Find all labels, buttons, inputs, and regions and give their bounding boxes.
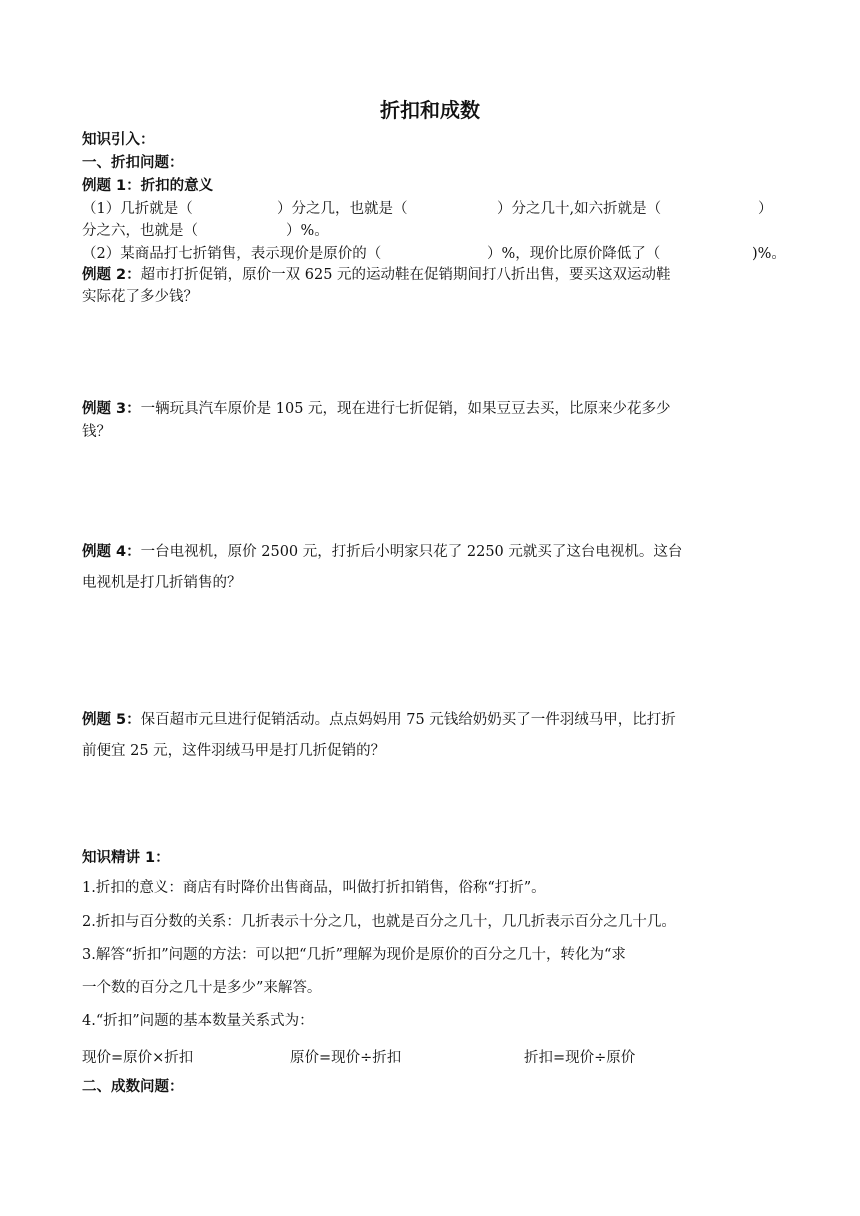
knowledge1-item-2: 2.折扣与百分数的关系：几折表示十分之几，也就是百分之几十，几几折表示百分之几十几。 <box>82 914 676 930</box>
q2-part-c: )%。 <box>752 246 786 262</box>
knowledge1-item-4: 4.“折扣”问题的基本数量关系式为： <box>82 1013 314 1029</box>
example3-line1 <box>82 398 671 420</box>
page-title: 折扣和成数 <box>380 98 480 122</box>
formula-discount: 折扣=现价÷原价 <box>524 1050 636 1066</box>
section2-heading: 二、成数问题： <box>82 1079 184 1095</box>
formula-row <box>82 1046 782 1068</box>
intro-heading: 知识引入： <box>82 132 155 148</box>
q1-part-b: ）分之几，也就是（ <box>277 201 408 217</box>
example3-text2: 钱？ <box>82 424 111 440</box>
q2-part-b: ）%，现价比原价降低了（ <box>487 246 661 262</box>
q1-part-c: ）分之几十,如六折就是（ <box>497 201 662 217</box>
q1-part-d: ） <box>758 201 773 217</box>
knowledge1-item-3-cont: 一个数的百分之几十是多少”来解答。 <box>82 980 322 996</box>
q1-part-f: ）%。 <box>286 223 329 239</box>
example2-text2: 实际花了多少钱？ <box>82 289 198 305</box>
example1-question1-line2 <box>82 219 782 241</box>
q1-part-a: （1）几折就是（ <box>82 201 193 217</box>
section1-heading: 一、折扣问题： <box>82 155 184 171</box>
example5-text1: 保百超市元旦进行促销活动。点点妈妈用 75 元钱给奶奶买了一件羽绒马甲，比打折 <box>140 712 676 728</box>
example4-label: 例题 4： <box>82 544 141 560</box>
example2-label: 例题 2： <box>82 267 141 283</box>
knowledge1-heading: 知识精讲 1： <box>82 850 170 866</box>
example3-text1: 一辆玩具汽车原价是 105 元，现在进行七折促销，如果豆豆去买，比原来少花多少 <box>140 401 671 417</box>
formula-original-price: 原价=现价÷折扣 <box>290 1050 402 1066</box>
example1-question2 <box>82 242 786 264</box>
example1-label: 例题 1：折扣的意义 <box>82 178 214 194</box>
example4-text2: 电视机是打几折销售的？ <box>82 575 242 591</box>
q1-part-e: 分之六，也就是（ <box>82 223 198 239</box>
formula-current-price: 现价=原价×折扣 <box>82 1050 194 1066</box>
example2-line1 <box>82 264 671 286</box>
example5-line1 <box>82 709 676 731</box>
knowledge1-item-3: 3.解答“折扣”问题的方法：可以把“几折”理解为现价是原价的百分之几十，转化为“求 <box>82 947 626 963</box>
example1-question1-line1 <box>82 197 782 219</box>
example4-text1: 一台电视机，原价 2500 元，打折后小明家只花了 2250 元就买了这台电视机。这台 <box>140 544 683 560</box>
example4-line1 <box>82 541 682 563</box>
example5-label: 例题 5： <box>82 712 141 728</box>
example3-label: 例题 3： <box>82 401 141 417</box>
q2-part-a: （2）某商品打七折销售，表示现价是原价的（ <box>82 246 382 262</box>
knowledge1-item-1: 1.折扣的意义：商店有时降价出售商品，叫做打折扣销售，俗称“打折”。 <box>82 880 546 896</box>
example5-text2: 前便宜 25 元，这件羽绒马甲是打几折促销的？ <box>82 743 386 759</box>
example2-text1: 超市打折促销，原价一双 625 元的运动鞋在促销期间打八折出售，要买这双运动鞋 <box>140 267 671 283</box>
